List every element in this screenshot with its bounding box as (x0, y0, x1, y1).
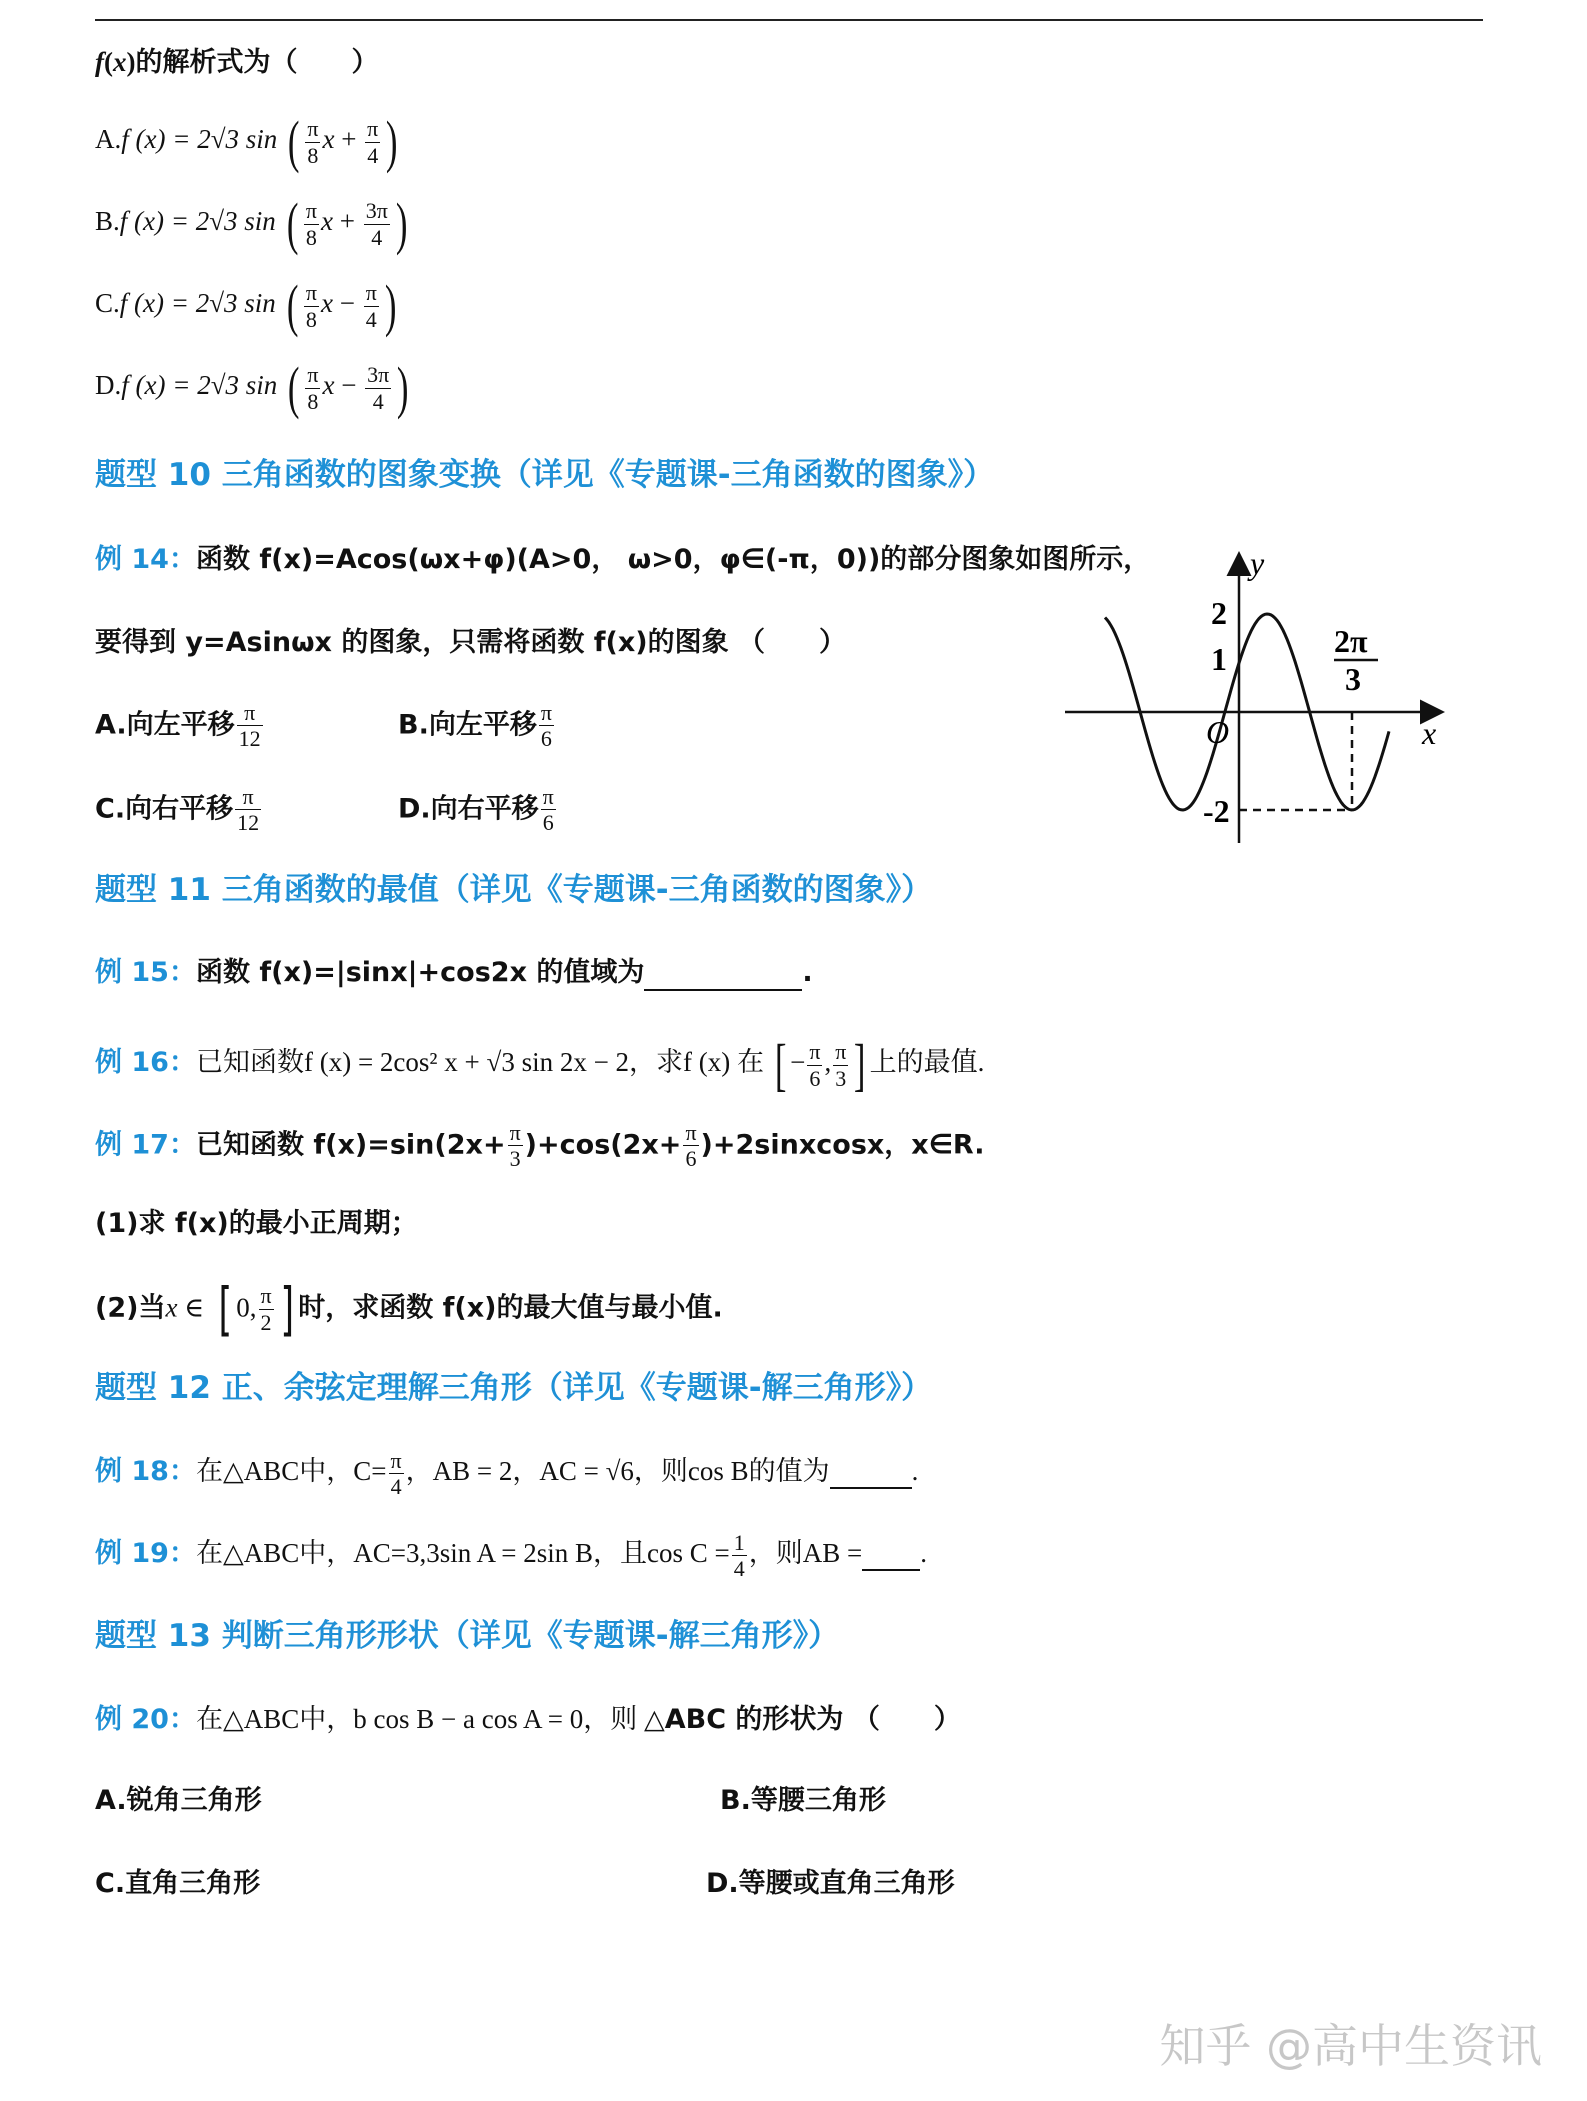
example-20: 例 20：在△ABC中，b cos B − a cos A = 0，则 △ABC 的形状为 （ ） (95, 1704, 961, 1735)
option-b[interactable]: B.f (x) = 2√3 sin ( $\frac{\pi}{8}$ x + $\frac{3\pi}{4}$ ) (95, 191, 408, 256)
tick-2: 2 (1211, 595, 1227, 631)
example-20-option-a[interactable]: A.锐角三角形 (95, 1785, 262, 1816)
cosine-graph (1060, 548, 1450, 856)
option-a[interactable]: A.f (x) = 2√3 sin ( $\frac{\pi}{8}$ x + $\frac{\pi}{4}$ ) (95, 109, 398, 174)
example-17: 例 17：已知函数 f(x)=sin(2x+ $\frac{\pi}{3}$ )+cos(2x+ $\frac{\pi}{6}$ )+2sinxcosx，x∈R. (95, 1120, 985, 1172)
watermark: 知乎 @高中生资讯 (1159, 2019, 1542, 2073)
option-d[interactable]: D.f (x) = 2√3 sin ( $\frac{\pi}{8}$ x − $\frac{3\pi}{4}$ ) (95, 355, 409, 420)
example-14-option-b[interactable]: B.向左平移 $\frac{\pi}{6}$ (398, 700, 552, 752)
x-mark-denominator: 3 (1345, 661, 1361, 697)
example-20-option-d[interactable]: D.等腰或直角三角形 (706, 1868, 955, 1899)
example-19: 例 19：在△ABC中，AC=3,3sin A = 2sin B，且cos C = $\frac{1}{4}$ ，则AB = . (95, 1530, 927, 1582)
section-heading-10: 题型 10 三角函数的图象变换（详见《专题课-三角函数的图象》） (95, 457, 995, 493)
example-20-option-c[interactable]: C.直角三角形 (95, 1868, 261, 1899)
section-heading-11: 题型 11 三角函数的最值（详见《专题课-三角函数的图象》） (95, 872, 933, 908)
question-stem: f(x)的解析式为（ ） (95, 47, 379, 78)
x-mark-numerator: 2π (1334, 623, 1368, 659)
example-17-part2: (2)当x ∈ [ 0, $\frac{\pi}{2}$ ] 时，求函数 f(x)的最大值与最小值. (95, 1275, 723, 1343)
tick-1: 1 (1211, 641, 1227, 677)
example-14-line2: 要得到 y=Asinωx 的图象，只需将函数 f(x)的图象 （ ） (95, 627, 846, 658)
example-16: 例 16：已知函数f (x) = 2cos² x + √3 sin 2x − 2，求f (x) 在 [ − $\frac{\pi}{6}$ , $\frac{\pi}{3}$ ] 上的最值. (95, 1032, 985, 1097)
example-14-line1: 例 14：函数 f(x)=Acos(ωx+φ)(A>0， ω>0，φ∈(-π，0))的部分图象如图所示， (95, 544, 1151, 575)
section-heading-12: 题型 12 正、余弦定理解三角形（详见《专题课-解三角形》） (95, 1370, 933, 1406)
tick-neg2: -2 (1203, 793, 1230, 829)
example-15: 例 15：函数 f(x)=|sinx|+cos2x 的值域为 . (95, 957, 813, 991)
example-14-option-c[interactable]: C.向右平移 $\frac{\pi}{12}$ (95, 784, 260, 836)
origin-label: O (1206, 714, 1230, 750)
y-axis-label: y (1250, 548, 1265, 581)
section-heading-13: 题型 13 判断三角形形状（详见《专题课-解三角形》） (95, 1618, 840, 1654)
x-axis-label: x (1422, 715, 1437, 751)
option-c[interactable]: C.f (x) = 2√3 sin ( $\frac{\pi}{8}$ x − $\frac{\pi}{4}$ ) (95, 273, 397, 338)
example-14-option-a[interactable]: A.向左平移 $\frac{\pi}{12}$ (95, 700, 261, 752)
example-17-part1: (1)求 f(x)的最小正周期； (95, 1208, 418, 1239)
top-rule (95, 19, 1483, 21)
example-18: 例 18：在△ABC中，C= $\frac{\pi}{4}$ ，AB = 2，AC = √6，则cos B的值为 . (95, 1448, 919, 1500)
example-14-option-d[interactable]: D.向右平移 $\frac{\pi}{6}$ (398, 784, 554, 836)
example-20-option-b[interactable]: B.等腰三角形 (720, 1785, 886, 1816)
